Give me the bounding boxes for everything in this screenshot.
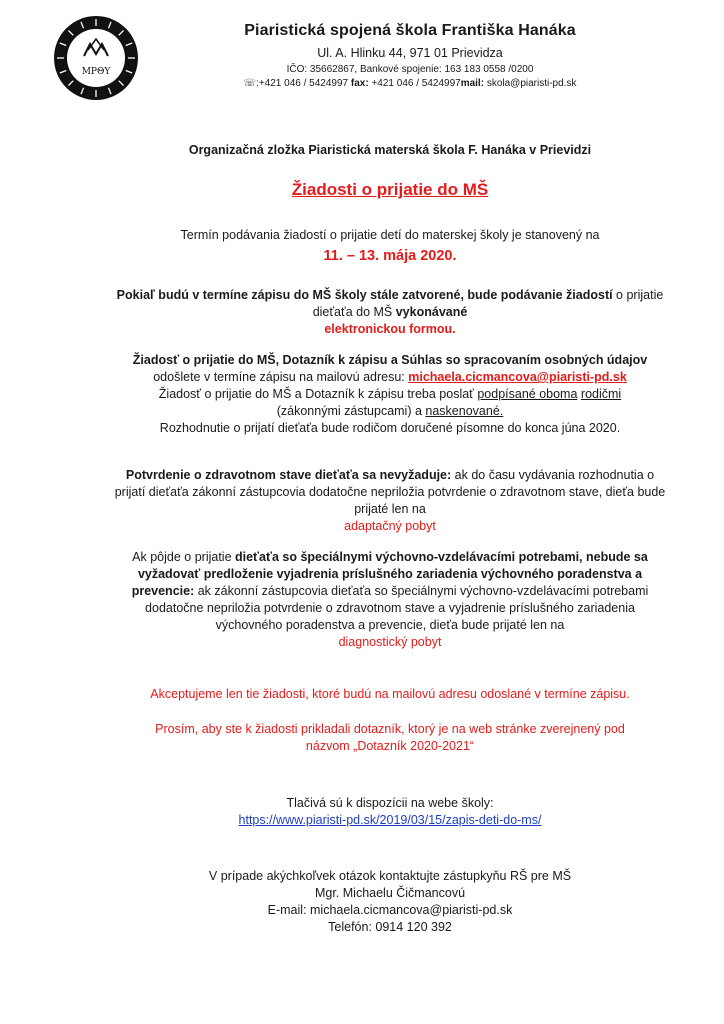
school-name: Piaristická spojená škola Františka Hanáka xyxy=(244,22,576,39)
please-line1: Prosím, aby ste k žiadosti prikladali dotazník, ktorý je na web stránke zverejnený pod xyxy=(155,722,625,736)
forms-text: Tlačivá sú k dispozícii na webe školy: xyxy=(286,796,494,810)
accept-paragraph: Akceptujeme len tie žiadosti, ktoré budú na mailovú adresu odoslané v termíne zápisu. xyxy=(150,687,630,701)
apply-signed: podpísané oboma xyxy=(477,387,578,401)
apply-decision: Rozhodnutie o prijatí dieťaťa bude rodičom doručené písomne do konca júna 2020. xyxy=(159,421,621,435)
special-text-1: Ak pôjde o prijatie xyxy=(132,550,235,564)
contact-phone: Telefón: 0914 120 392 xyxy=(328,920,452,934)
closed-red: elektronickou formou. xyxy=(324,322,456,336)
org-unit: Organizačná zložka Piaristická materská škola F. Hanáka v Prievidzi xyxy=(188,143,592,157)
apply-line4 xyxy=(110,403,670,420)
contact-line1: V prípade akýchkoľvek otázok kontaktujte zástupkyňu RŠ pre MŠ xyxy=(208,869,572,883)
apply-paragraph xyxy=(110,352,670,437)
apply-line4-text: (zákonnými zástupcami) a xyxy=(276,404,426,418)
letterhead xyxy=(150,22,670,89)
contact-paragraph xyxy=(110,868,670,936)
apply-scanned: naskenované. xyxy=(425,404,504,418)
health-paragraph xyxy=(110,467,670,535)
contact-email: E-mail: michaela.cicmancova@piaristi-pd.sk xyxy=(267,903,513,917)
health-red: adaptačný pobyt xyxy=(344,519,436,533)
term-text: Termín podávania žiadostí o prijatie detí do materskej školy je stanovený na xyxy=(180,228,600,242)
svg-text:ΜΡΘΥ: ΜΡΘΥ xyxy=(81,67,111,77)
school-logo xyxy=(52,14,140,102)
please-paragraph xyxy=(110,721,670,755)
term-date: 11. – 13. mája 2020. xyxy=(323,248,457,264)
forms-url-link[interactable]: https://www.piaristi-pd.sk/2019/03/15/zapis-deti-do-ms/ xyxy=(238,813,542,827)
closed-text: o prijatie dieťaťa do MŠ xyxy=(312,288,664,319)
phone-text: ☏:+421 046 / 5424997 xyxy=(243,78,351,89)
forms-paragraph xyxy=(110,795,670,829)
page-title: Žiadosti o prijatie do MŠ xyxy=(291,180,489,199)
apply-bold: Žiadosť o prijatie do MŠ, Dotazník k zápisu a Súhlas so spracovaním osobných údajov xyxy=(132,353,648,367)
fax-value: +421 046 / 5424997 xyxy=(368,78,461,89)
apply-email-line xyxy=(110,369,670,386)
special-red: diagnostický pobyt xyxy=(338,635,442,649)
health-bold: Potvrdenie o zdravotnom stave dieťaťa sa nevyžaduje: xyxy=(125,468,452,482)
school-ids: IČO: 35662867, Bankové spojenie: 163 183 0558 /0200 xyxy=(286,64,534,75)
special-text-2: ak zákonní zástupcovia dieťaťa so špeciálnymi výchovno-vzdelávacími potrebami dodatočne nepriložia potvrdenie o zdravotnom stave a vyjadrenie príslušného zariadenia výchovného poradenstva a prevencie, dieťa bude prijaté len na xyxy=(145,584,649,632)
please-line2: názvom „Dotazník 2020-2021“ xyxy=(305,739,475,753)
fax-label: fax: xyxy=(350,78,369,89)
term-paragraph xyxy=(110,226,670,265)
apply-email-text: odošlete v termíne zápisu na mailovú adresu: xyxy=(153,370,409,384)
closed-bold: Pokiaľ budú v termíne zápisu do MŠ školy stále zatvorené, bude podávanie žiadostí xyxy=(116,288,613,302)
school-address: Ul. A. Hlinku 44, 971 01 Prievidza xyxy=(317,46,503,60)
health-text: ak do času vydávania rozhodnutia o prijatí dieťaťa zákonní zástupcovia dodatočne nepriložia potvrdenie o zdravotnom stave, dieťa bude prijaté len na xyxy=(114,468,666,516)
school-contact xyxy=(150,78,670,89)
mail-value: skola@piaristi-pd.sk xyxy=(484,78,577,89)
apply-parents: rodičmi xyxy=(580,387,622,401)
apply-line3 xyxy=(110,386,670,403)
apply-email-link[interactable]: michaela.cicmancova@piaristi-pd.sk xyxy=(408,370,627,384)
special-bold: dieťaťa so špeciálnymi výchovno-vzdelávacími potrebami, nebude sa vyžadovať predloženie vyjadrenia príslušného zariadenia výchovného poradenstva a prevencie: xyxy=(131,550,648,598)
closed-bold-2: vykonávané xyxy=(395,305,468,319)
contact-name: Mgr. Michaelu Čičmancovú xyxy=(314,886,466,900)
mail-label: mail: xyxy=(460,78,485,89)
apply-line3-text: Žiadosť o prijatie do MŠ a Dotazník k zápisu treba poslať xyxy=(158,387,478,401)
closed-paragraph xyxy=(110,287,670,338)
special-paragraph xyxy=(110,549,670,651)
